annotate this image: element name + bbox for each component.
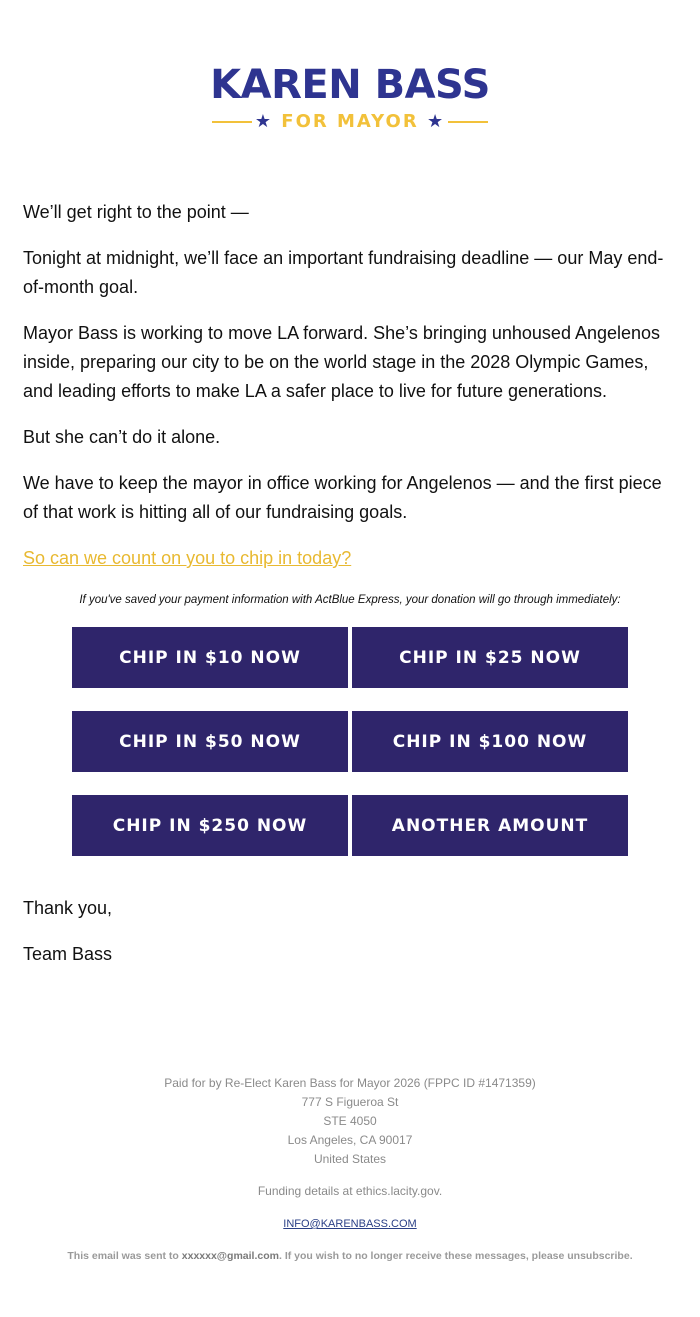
logo-subtitle-text: FOR MAYOR xyxy=(281,111,419,132)
paid-for-disclaimer: Paid for by Re-Elect Karen Bass for Mayor 2026 (FPPC ID #1471359) xyxy=(164,1076,536,1090)
unsubscribe-notice: This email was sent to xxxxxx@gmail.com. If you wish to no longer receive these messages, please unsubscribe. xyxy=(67,1250,633,1262)
body-paragraph: Mayor Bass is working to move LA forward. She’s bringing unhoused Angelenos inside, preparing our city to be on the world stage in the 2028 Olympic Games, and leading efforts to make LA a safer place to live for future generations. xyxy=(23,323,661,401)
campaign-logo xyxy=(0,62,700,134)
signoff xyxy=(23,894,668,986)
email-body xyxy=(23,198,668,590)
unsubscribe-text[interactable]: . If you wish to no longer receive these messages, please unsubscribe. xyxy=(278,1250,633,1262)
signoff-thanks: Thank you, xyxy=(23,898,113,918)
logo-divider-right xyxy=(448,121,488,123)
chip-in-link[interactable]: So can we count on you to chip in today? xyxy=(23,548,352,568)
address-country: United States xyxy=(313,1152,387,1166)
cta-paragraph xyxy=(23,544,668,573)
chip-in-50-button[interactable]: CHIP IN $50 NOW xyxy=(72,711,348,772)
contact-email-link[interactable]: INFO@KARENBASS.COM xyxy=(283,1218,417,1230)
signoff-team: Team Bass xyxy=(23,944,113,964)
address-line-1: 777 S Figueroa St xyxy=(301,1095,399,1109)
star-icon: ★ xyxy=(254,111,274,132)
address-city: Los Angeles, CA 90017 xyxy=(287,1133,413,1147)
chip-in-25-button[interactable]: CHIP IN $25 NOW xyxy=(352,627,628,688)
logo-divider-left xyxy=(212,121,252,123)
funding-details: Funding details at ethics.lacity.gov. xyxy=(257,1184,443,1198)
address-line-2: STE 4050 xyxy=(323,1114,377,1128)
body-paragraph: We have to keep the mayor in office working for Angelenos — and the first piece of that work is hitting all of our fundraising goals. xyxy=(23,473,662,522)
logo-name: KAREN BASS xyxy=(210,62,490,108)
chip-in-100-button[interactable]: CHIP IN $100 NOW xyxy=(352,711,628,772)
recipient-email: xxxxxx@gmail.com xyxy=(181,1250,279,1262)
email-footer xyxy=(0,1074,700,1266)
body-paragraph: We’ll get right to the point — xyxy=(23,202,249,222)
body-paragraph: Tonight at midnight, we’ll face an important fundraising deadline — our May end-of-month goal. xyxy=(23,248,664,297)
another-amount-button[interactable]: ANOTHER AMOUNT xyxy=(352,795,628,856)
star-icon: ★ xyxy=(426,111,446,132)
logo-subtitle-row xyxy=(212,110,488,134)
chip-in-250-button[interactable]: CHIP IN $250 NOW xyxy=(72,795,348,856)
chip-in-10-button[interactable]: CHIP IN $10 NOW xyxy=(72,627,348,688)
actblue-note: If you've saved your payment information with ActBlue Express, your donation will go through immediately: xyxy=(79,594,621,606)
logo-subtitle xyxy=(252,110,448,134)
body-paragraph: But she can’t do it alone. xyxy=(23,427,221,447)
